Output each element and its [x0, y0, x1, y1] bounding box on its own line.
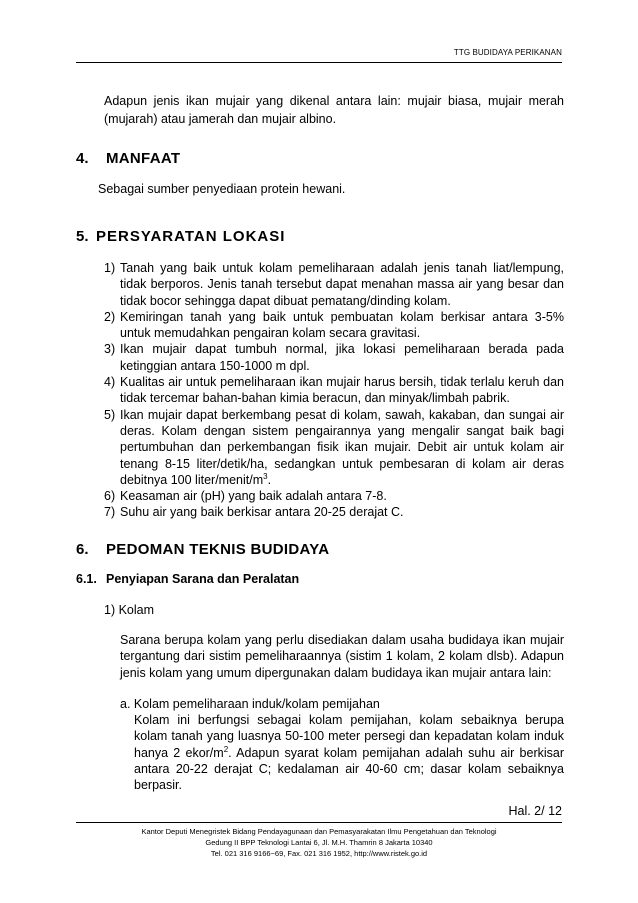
footer-line: Kantor Deputi Menegristek Bidang Pendayagunaan dan Pemasyarakatan Ilmu Pengetahuan dan Teknologi — [141, 827, 497, 836]
list-item — [104, 260, 564, 309]
item-a-text-1: Kolam ini berfungsi sebagai kolam pemijahan, kolam sebaiknya berupa kolam tanah yang luasnya 50-100 meter persegi dan kepadatan kolam induk hanya 2 ekor/m — [134, 713, 564, 760]
running-header: TTG BUDIDAYA PERIKANAN — [453, 48, 562, 57]
list-item-text: Tanah yang baik untuk kolam pemeliharaan adalah jenis tanah liat/lempung, tidak berporos. Jenis tanah tersebut dapat menahan massa air yang besar dan tidak bocor sehingga dapat dibuat pematang/dinding kolam. — [120, 261, 564, 308]
subsection-number: 6.1. — [76, 572, 97, 586]
list-item-text: Ikan mujair dapat tumbuh normal, jika lokasi pemeliharaan berada pada ketinggian antara 150-1000 m dpl. — [120, 342, 564, 373]
section-5-number: 5. — [76, 228, 89, 245]
superscript: 3 — [263, 471, 268, 481]
list-item-number: 1) — [104, 261, 116, 275]
section-6-title: PEDOMAN TEKNIS BUDIDAYA — [106, 541, 330, 558]
list-item-number: 2) — [104, 309, 116, 324]
section-4-body: Sebagai sumber penyediaan protein hewani. — [98, 182, 346, 196]
footer-line: Tel. 021 316 9166~69, Fax. 021 316 1952, http://www.ristek.go.id — [210, 849, 428, 858]
list-item-text: Kualitas air untuk pemeliharaan ikan mujair harus bersih, tidak terlalu keruh dan tidak tercemar bahan-bahan kimia beracun, dan minyak/limbah pabrik. — [120, 375, 564, 406]
list-item-number: 3) — [104, 342, 116, 357]
list-item-number: 4) — [104, 375, 116, 390]
location-requirements-list — [104, 260, 564, 521]
list-item-text: Keasaman air (pH) yang baik adalah antara 7-8. — [120, 489, 387, 504]
list-item — [104, 309, 564, 342]
list-item-text: Ikan mujair dapat berkembang pesat di kolam, sawah, kakaban, dan sungai air deras. Kolam dengan sistem pengairannya yang mengalir sangat baik bagi pertumbuhan dan perkembangan fisik ikan mujair. Debit air untuk kolam air tenang 8-15 liter/detik/ha, sedangkan untuk pembesaran di kolam air deras debitnya 100 liter/menit/m — [120, 407, 564, 487]
item-a-label: a. Kolam pemeliharaan induk/kolam pemijahan — [120, 697, 380, 711]
list-item-tail: . — [267, 472, 272, 487]
section-6-number: 6. — [76, 541, 89, 558]
superscript: 2 — [223, 744, 229, 754]
list-item — [104, 488, 564, 504]
item-kolam-label: 1) Kolam — [104, 603, 155, 617]
footer-rule — [76, 822, 562, 823]
subsection-title: Penyiapan Sarana dan Peralatan — [106, 572, 300, 586]
list-item — [104, 374, 564, 407]
list-item — [104, 504, 564, 520]
footer-line: Gedung II BPP Teknologi Lantai 6, Jl. M.H. Thamrin 8 Jakarta 10340 — [205, 838, 433, 847]
intro-paragraph: Adapun jenis ikan mujair yang dikenal antara lain: mujair biasa, mujair merah (mujarah) atau jamerah dan mujair albino. — [104, 94, 564, 126]
footer-block — [76, 826, 562, 859]
list-item-text: Kemiringan tanah yang baik untuk pembuatan kolam berkisar antara 3-5% untuk memudahkan pengairan kolam secara gravitasi. — [120, 309, 564, 341]
item-a-paragraph — [134, 712, 564, 793]
section-4-title: MANFAAT — [106, 150, 181, 167]
list-item-number: 6) — [104, 489, 116, 504]
section-4-number: 4. — [76, 150, 89, 167]
item-a-text-2: . Adapun syarat kolam pemijahan adalah suhu air berkisar antara 20-22 derajat C; kedalaman air 40-60 cm; dasar kolam sebaiknya berpasir. — [134, 745, 564, 793]
list-item-number: 7) — [104, 505, 116, 520]
list-item — [104, 341, 564, 374]
header-rule — [76, 62, 562, 63]
page-number: Hal. 2/ 12 — [508, 804, 562, 818]
kolam-paragraph: Sarana berupa kolam yang perlu disediakan dalam usaha budidaya ikan mujair tergantung dari sistim pemeliharaannya (sistim 1 kolam, 2 kolam dlsb). Adapun jenis kolam yang umum dipergunakan dalam budidaya ikan mujair antara lain: — [120, 633, 564, 680]
list-item-text: Suhu air yang baik berkisar antara 20-25 derajat C. — [120, 505, 404, 520]
list-item — [104, 407, 564, 488]
list-item-number: 5) — [104, 407, 116, 422]
section-5-title: PERSYARATAN LOKASI — [96, 228, 286, 245]
